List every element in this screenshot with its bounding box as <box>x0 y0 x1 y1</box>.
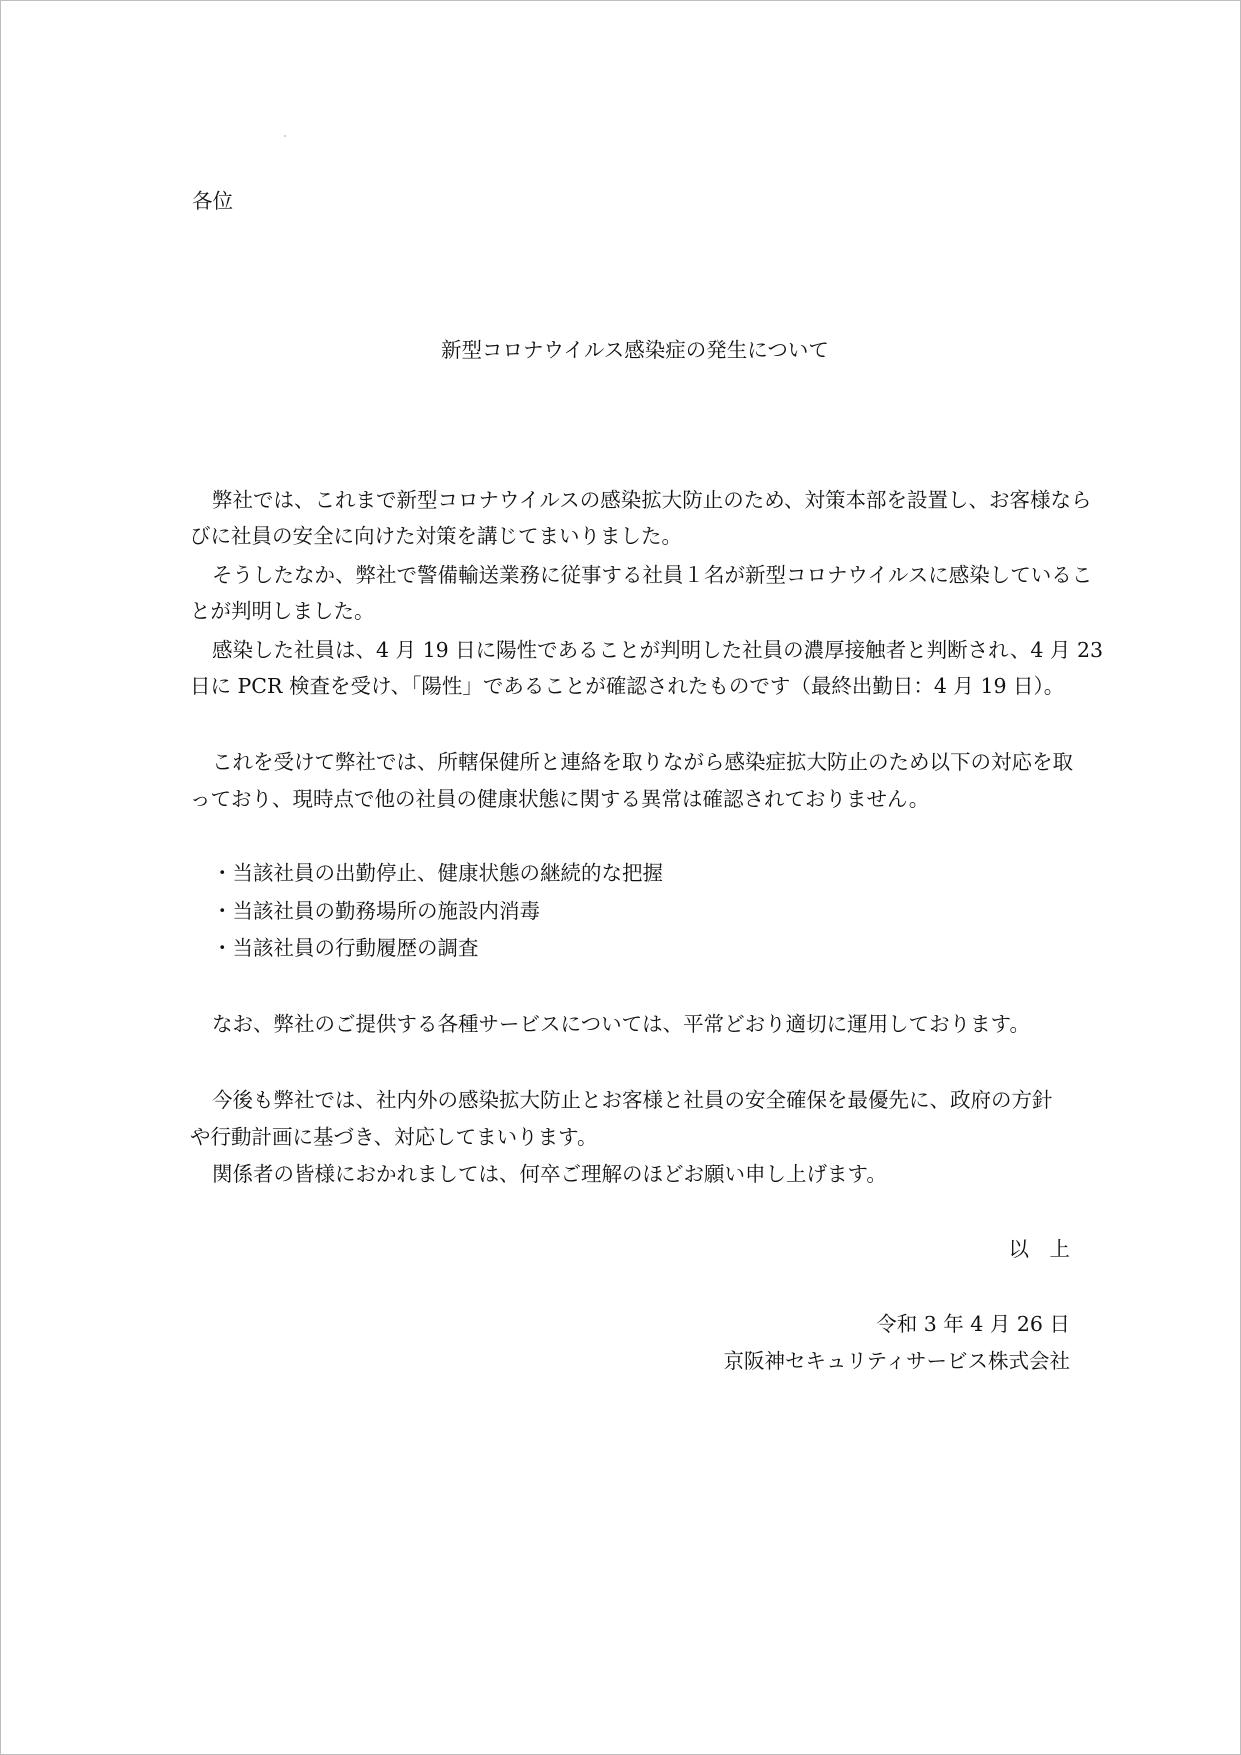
body-line-5: 感染した社員は、4 月 19 日に陽性であることが判明した社員の濃厚接触者と判断され、4 月 23 <box>212 638 1104 662</box>
body-line-7: これを受けて弊社では、所轄保健所と連絡を取りながら感染症拡大防止のため以下の対応を取 <box>212 750 1073 774</box>
body-line-1: 弊社では、これまで新型コロナウイルスの感染拡大防止のため、対策本部を設置し、お客様なら <box>212 488 1092 512</box>
service-line: なお、弊社のご提供する各種サービスについては、平常どおり適切に運用しております。 <box>212 1012 1030 1036</box>
body-line-2: びに社員の安全に向けた対策を講じてまいりました。 <box>190 524 682 548</box>
closing-line-2: や行動計画に基づき、対応してまいります。 <box>190 1125 598 1149</box>
body-line-8: っており、現時点で他の社員の健康状態に関する異常は確認されておりません。 <box>190 787 930 811</box>
body-line-4: とが判明しました。 <box>190 599 375 623</box>
measure-item: ・当該社員の勤務場所の施設内消毒 <box>212 899 540 923</box>
document-title: 新型コロナウイルス感染症の発生について <box>441 338 829 362</box>
closing-line-1: 今後も弊社では、社内外の感染拡大防止とお客様と社員の安全確保を最優先に、政府の方針 <box>212 1088 1053 1112</box>
end-mark: 以 上 <box>1008 1237 1070 1261</box>
closing-line-3: 関係者の皆様におかれましては、何卒ご理解のほどお願い申し上げます。 <box>212 1162 887 1186</box>
issue-date: 令和 3 年 4 月 26 日 <box>876 1312 1070 1336</box>
addressee: 各位 <box>192 189 233 213</box>
body-line-6: 日に PCR 検査を受け、「陽性」であることが確認されたものです（最終出勤日：4 月 19 日）。 <box>190 674 1065 698</box>
body-line-3: そうしたなか、弊社で警備輸送業務に従事する社員１名が新型コロナウイルスに感染しているこ <box>212 563 1093 587</box>
scan-speck <box>284 135 286 137</box>
company-name: 京阪神セキュリティサービス株式会社 <box>723 1349 1070 1373</box>
measure-item: ・当該社員の出勤停止、健康状態の継続的な把握 <box>212 861 663 885</box>
measure-item: ・当該社員の行動履歴の調査 <box>212 936 479 960</box>
